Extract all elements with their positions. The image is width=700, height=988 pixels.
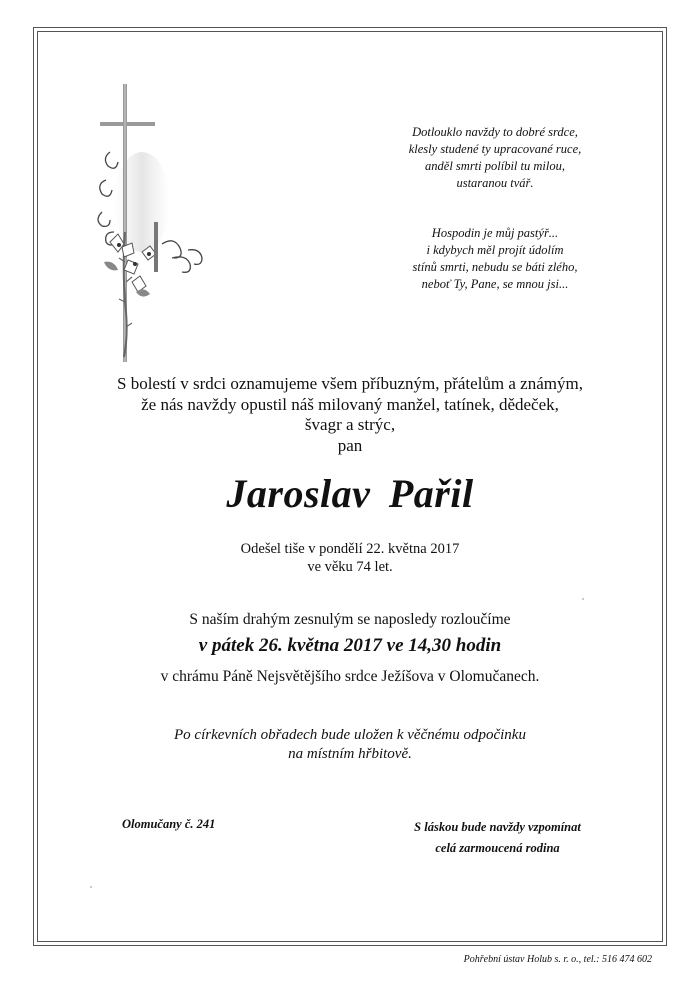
scan-speck <box>582 598 584 600</box>
poem-line: stínů smrti, nebudu se báti zlého, <box>412 260 578 274</box>
signature <box>375 817 620 859</box>
poem-line: klesly studené ty upracované ruce, <box>408 142 582 156</box>
poem-line: Hospodin je můj pastýř... <box>431 226 559 240</box>
scan-speck <box>90 886 92 888</box>
funeral-home-footer: Pohřební ústav Holub s. r. o., tel.: 516 474 602 <box>463 954 652 965</box>
poem-line: i kdybych měl projít údolím <box>426 243 564 257</box>
burial-line: na místním hřbitově. <box>288 746 412 762</box>
burial-line: Po církevních obřadech bude uložen k věčnému odpočinku <box>174 727 526 743</box>
cross-flower-ornament <box>92 82 222 364</box>
signature-line: S láskou bude navždy vzpomínat <box>414 820 581 834</box>
announcement-line: že nás navždy opustil náš milovaný manžel, tatínek, dědeček, <box>141 394 559 414</box>
departed-info <box>60 540 640 576</box>
announcement-line: S bolestí v srdci oznamujeme všem příbuzným, přátelům a známým, <box>117 374 583 393</box>
address: Olomučany č. 241 <box>122 817 216 831</box>
signature-line: celá zarmoucená rodina <box>435 841 560 855</box>
announcement-line: pan <box>337 435 363 455</box>
poem-line: ustaranou tvář. <box>456 176 534 190</box>
poem-verse-2 <box>350 225 640 293</box>
announcement-line: švagr a strýc, <box>304 415 396 434</box>
poem-line: Dotlouklo navždy to dobré srdce, <box>412 125 578 139</box>
announcement <box>60 374 640 456</box>
farewell-text: S naším drahým zesnulým se naposledy rozloučíme <box>189 611 511 628</box>
poem-verse-1 <box>350 124 640 192</box>
departed-line: Odešel tiše v pondělí 22. května 2017 <box>240 541 460 557</box>
burial-info <box>60 726 640 764</box>
farewell-datetime: v pátek 26. května 2017 ve 14,30 hodin <box>198 635 502 656</box>
departed-line: ve věku 74 let. <box>307 559 393 575</box>
deceased-name: Jaroslav Pařil <box>226 471 474 516</box>
poem-line: anděl smrti políbil tu milou, <box>425 159 565 173</box>
church-location: v chrámu Páně Nejsvětějšího srdce Ježíšova v Olomučanech. <box>160 668 540 685</box>
poem-line: neboť Ty, Pane, se mnou jsi... <box>421 277 569 291</box>
